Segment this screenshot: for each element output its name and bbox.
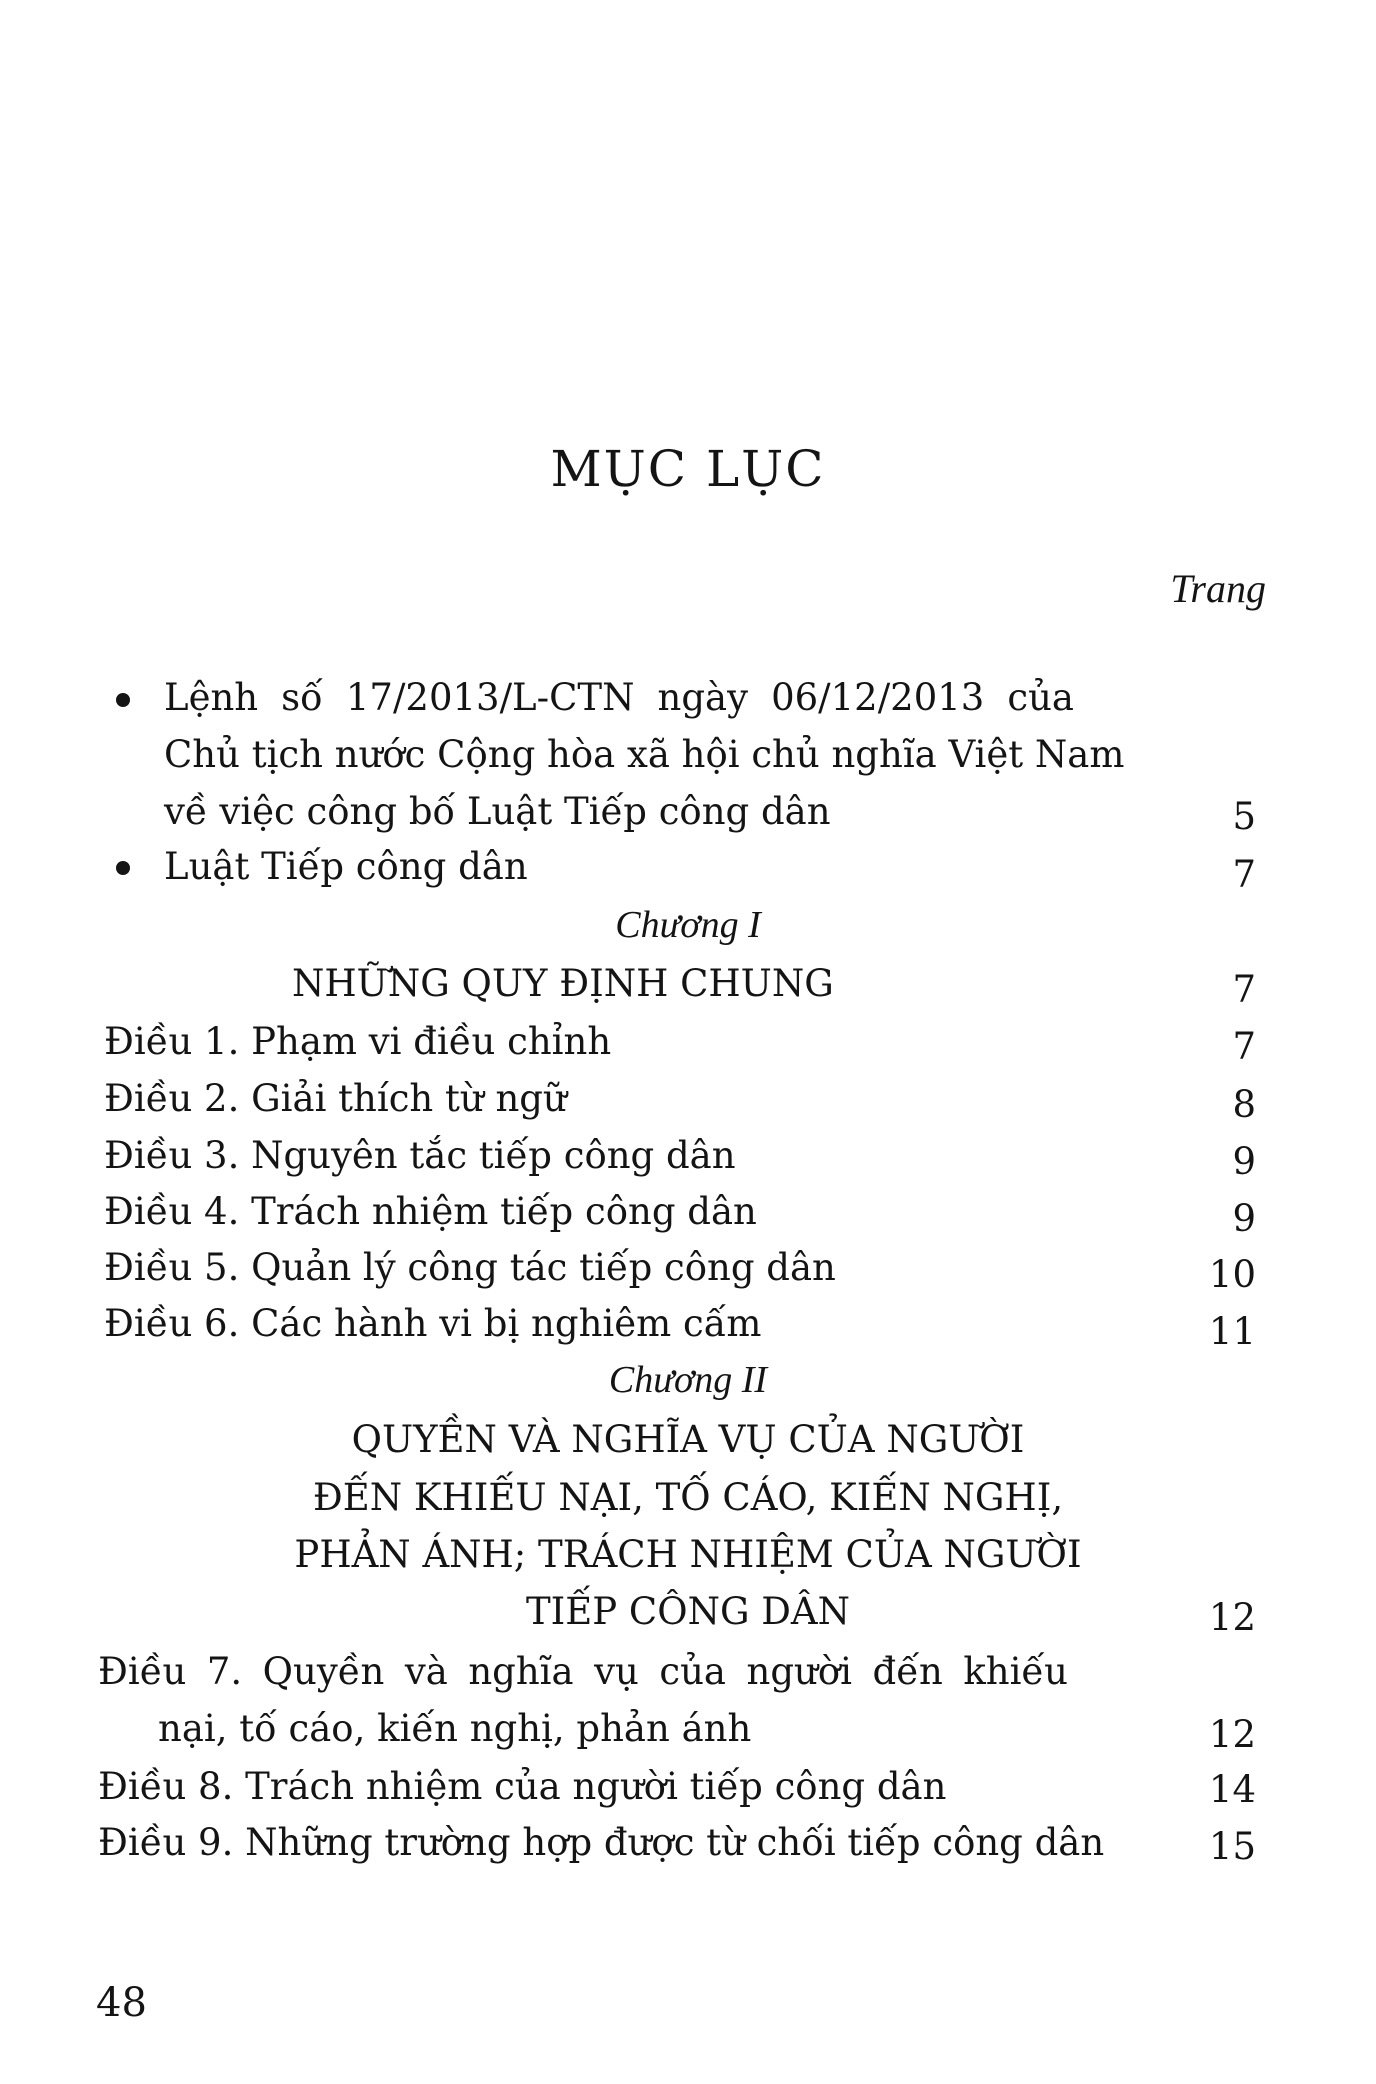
- toc-page-number: 12: [1208, 1713, 1256, 1756]
- bullet-icon: [116, 861, 130, 875]
- toc-page-number: 10: [1208, 1253, 1256, 1296]
- page-title: MỤC LỤC: [550, 440, 826, 498]
- toc-entry-lenh-line2[interactable]: Chủ tịch nước Cộng hòa xã hội chủ nghĩa Việt Nam: [164, 733, 1125, 776]
- toc-entry-dieu-7-line2[interactable]: nại, tố cáo, kiến nghị, phản ánh: [158, 1707, 752, 1750]
- bullet-icon: [116, 693, 130, 707]
- toc-entry-dieu-7-line1[interactable]: Điều 7. Quyền và nghĩa vụ của người đến khiếu: [98, 1650, 1068, 1693]
- chapter-label: Chương I: [615, 904, 761, 946]
- toc-page-number: 5: [1232, 795, 1256, 838]
- toc-entry-dieu-6[interactable]: Điều 6. Các hành vi bị nghiêm cấm: [104, 1302, 762, 1345]
- toc-page-number: 9: [1232, 1197, 1256, 1240]
- toc-entry-dieu-9[interactable]: Điều 9. Những trường hợp được từ chối tiếp công dân: [98, 1821, 1105, 1864]
- page-number: 48: [96, 1980, 147, 2026]
- toc-page-number: 15: [1208, 1825, 1256, 1868]
- toc-entry-dieu-5[interactable]: Điều 5. Quản lý công tác tiếp công dân: [104, 1246, 836, 1289]
- toc-chapter-title-line3[interactable]: PHẢN ÁNH; TRÁCH NHIỆM CỦA NGƯỜI: [294, 1533, 1082, 1576]
- toc-entry-lenh-line1[interactable]: Lệnh số 17/2013/L-CTN ngày 06/12/2013 của: [164, 676, 1074, 719]
- toc-entry-luat[interactable]: Luật Tiếp công dân: [164, 845, 528, 888]
- toc-entry-dieu-2[interactable]: Điều 2. Giải thích từ ngữ: [104, 1077, 567, 1120]
- toc-entry-dieu-4[interactable]: Điều 4. Trách nhiệm tiếp công dân: [104, 1190, 757, 1233]
- toc-chapter-title-line4[interactable]: TIẾP CÔNG DÂN: [525, 1590, 851, 1633]
- toc-page-number: 9: [1232, 1140, 1256, 1183]
- toc-page-number: 7: [1232, 1025, 1256, 1068]
- toc-page-number: 11: [1208, 1310, 1256, 1353]
- chapter-label: Chương II: [608, 1359, 768, 1401]
- toc-page-number: 7: [1232, 968, 1256, 1011]
- page-column-header: Trang: [1170, 566, 1266, 611]
- toc-page-number: 12: [1208, 1596, 1256, 1639]
- toc-entry-dieu-1[interactable]: Điều 1. Phạm vi điều chỉnh: [104, 1020, 612, 1063]
- toc-entry-lenh-line3[interactable]: về việc công bố Luật Tiếp công dân: [164, 790, 831, 833]
- toc-chapter-title[interactable]: NHỮNG QUY ĐỊNH CHUNG: [292, 962, 834, 1005]
- toc-entry-dieu-3[interactable]: Điều 3. Nguyên tắc tiếp công dân: [104, 1134, 736, 1177]
- toc-chapter-title-line1[interactable]: QUYỀN VÀ NGHĨA VỤ CỦA NGƯỜI: [351, 1418, 1025, 1461]
- toc-page-number: 14: [1208, 1768, 1256, 1811]
- toc-entry-dieu-8[interactable]: Điều 8. Trách nhiệm của người tiếp công dân: [98, 1765, 947, 1808]
- toc-chapter-title-line2[interactable]: ĐẾN KHIẾU NẠI, TỐ CÁO, KIẾN NGHỊ,: [312, 1476, 1064, 1519]
- toc-page-number: 8: [1232, 1083, 1256, 1126]
- toc-page-number: 7: [1232, 853, 1256, 896]
